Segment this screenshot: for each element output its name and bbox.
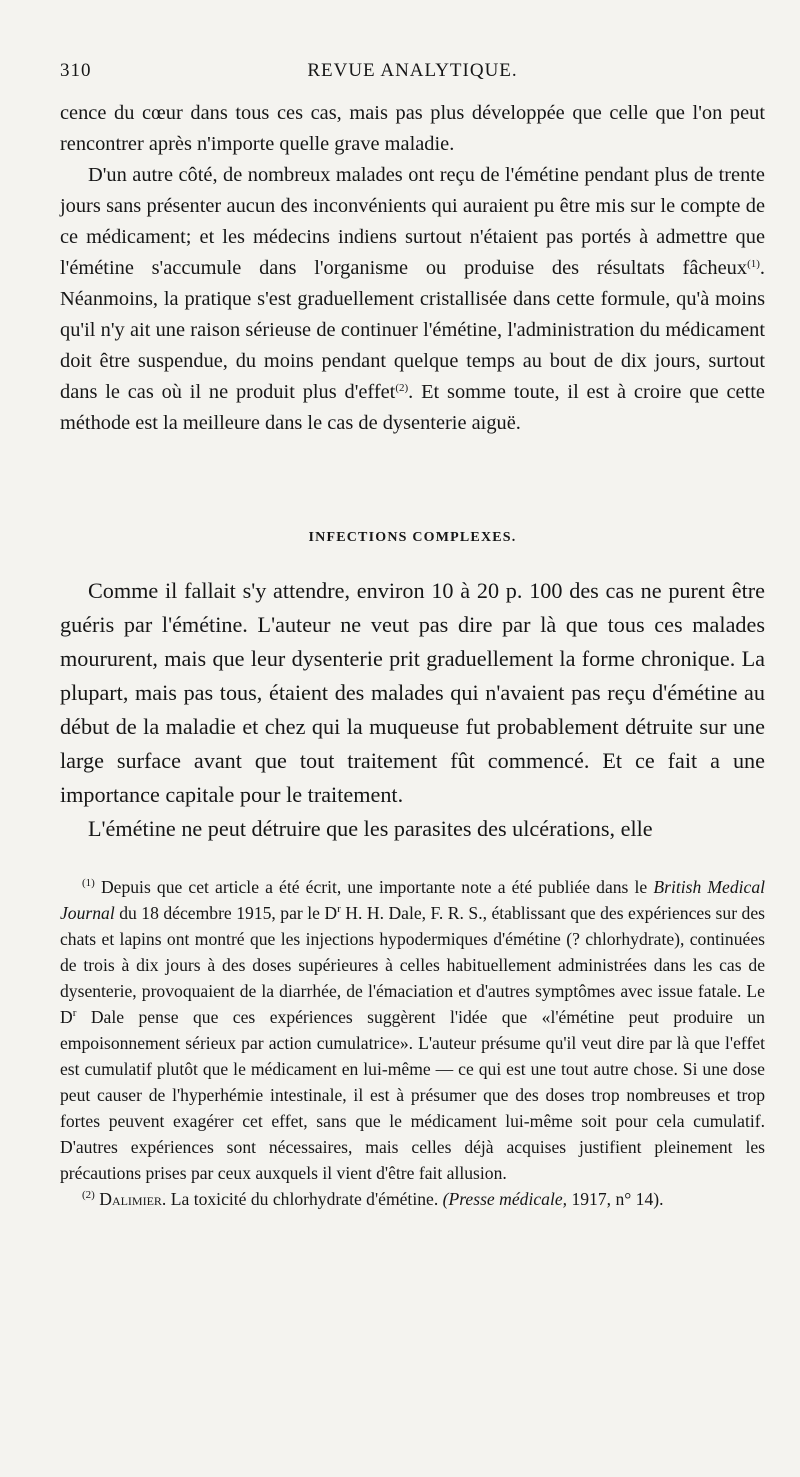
footnotes [60,874,765,1212]
footnote-1-journal: British Medical Journal [60,877,766,923]
paragraph-2-part-3: . Et somme toute, il est à croire que cette méthode est la meilleure dans le cas de dysenterie aiguë. [60,381,765,434]
section-title: INFECTIONS COMPLEXES. [308,530,517,545]
footnote-1-dr-sup-2: r [72,1007,77,1019]
footnote-1-marker: (1) [82,877,95,889]
footnote-1-text-a: Depuis que cet article a été écrit, une importante note a été publiée dans le [100,877,648,897]
footnote-1-text-b: du 18 décembre 1915, par le D [119,903,338,923]
footnote-ref-2: (2) [395,382,409,394]
footnote-ref-1: (1) [747,258,760,270]
footnote-1-text-d: Dale pense que ces expériences suggèrent l'idée que «l'émétine peut produire un empoisonnement sérieux par action cumulatrice». L'auteur présume qu'il veut dire par là que l'effet est cumulatif plutôt que le médicament en lui-même — ce qui est une tout autre chose. Si une dose peut causer de l'hyperhémie intestinale, il est à présumer que des doses trop nombreuses et trop fortes peuvent exagérer cet effet, sans que le médicament lui-même soit pour cela cumulatif. D'autres expériences sont nécessaires, mais celles déjà acquises justifient pleinement les précautions prises par ceux auxquels il vient d'être fait allusion. [60,1007,765,1183]
footnote-1-text-c: H. H. Dale, F. R. S., établissant que des expériences sur des chats et lapins ont montré que les injections hypodermiques d'émétine (? chlorhydrate), continuées de trois à dix jours à des doses supérieures à celles habituellement administrées dans les cas de dysenterie, provoquaient de la diarrhée, de l'émaciation et d'autres symptômes avec issue fatale. Le D [60,903,765,1027]
paragraph-2 [60,160,765,439]
footnote-2-text-a: La toxicité du chlorhydrate d'émétine. [170,1189,439,1209]
running-header [60,60,765,90]
paragraph-4: L'émétine ne peut détruire que les parasites des ulcérations, elle [88,816,653,841]
paragraph-1: cence du cœur dans tous ces cas, mais pas plus développée que celle que l'on peut rencontrer après n'importe quelle grave maladie. [60,102,765,155]
footnote-2-marker: (2) [82,1189,95,1201]
footnote-1-dr-sup: r [337,903,341,915]
paragraph-2-part-1: D'un autre côté, de nombreux malades ont reçu de l'émétine pendant plus de trente jours sans présenter aucun des inconvénients qui auraient pu être mis sur le compte de ce médicament; et les médecins indiens surtout n'étaient pas portés à admettre que l'émétine s'accumule dans l'organisme ou produise des résultats fâcheux [60,164,765,279]
body-text-bottom [60,574,765,846]
page-number: 310 [60,60,92,81]
footnote-1 [60,874,765,1186]
footnote-2 [60,1186,765,1212]
body-text-top [60,98,765,439]
paragraph-3: Comme il fallait s'y attendre, environ 10 à 20 p. 100 des cas ne purent être guéris par l'émétine. L'auteur ne veut pas dire par là que tous ces malades moururent, mais que leur dysenterie prit graduellement la forme chronique. La plupart, mais pas tous, étaient des malades qui n'avaient pas reçu d'émétine au début de la maladie et chez qui la muqueuse fut probablement détruite sur une large surface avant que tout traitement fût commencé. Et ce fait a une importance capitale pour le traitement. [60,578,765,807]
paragraph-2-part-2: . Néanmoins, la pratique s'est graduellement cristallisée dans cette formule, qu'à moins qu'il n'y ait une raison sérieuse de continuer l'émétine, l'administration du médicament doit être suspendue, du moins pendant quelque temps au bout de dix jours, surtout dans le cas où il ne produit plus d'effet [60,257,765,403]
footnote-2-text-b: 1917, n° 14). [571,1189,664,1209]
footnote-2-author: Dalimier. [99,1189,167,1209]
footnote-2-journal: (Presse médicale, [442,1189,568,1209]
running-title: REVUE ANALYTIQUE. [307,60,518,81]
